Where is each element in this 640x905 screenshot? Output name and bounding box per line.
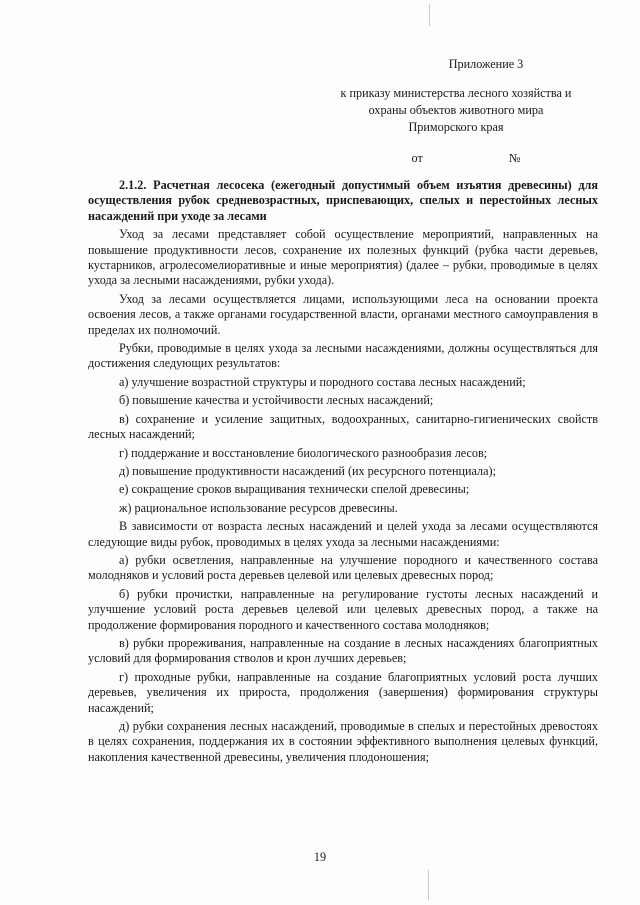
list-item: ж) рациональное использование ресурсов древесины. bbox=[119, 500, 398, 515]
order-line-1: к приказу министерства лесного хозяйства и bbox=[340, 86, 572, 100]
list-item: д) рубки сохранения лесных насаждений, проводимые в спелых и перестойных древостоях в целях сохранения, поддержания их в состоянии эффективного выполнения целевых функций, накопления качественной древесины, увеличения плодоношения; bbox=[88, 719, 598, 764]
list-item: в) рубки прореживания, направленные на создание в лесных насаждениях благоприятных условий для формирования стволов и крон лучших деревьев; bbox=[88, 635, 598, 666]
list-item: а) улучшение возрастной структуры и породного состава лесных насаждений; bbox=[119, 374, 526, 389]
list-item: д) повышение продуктивности насаждений (их ресурсного потенциала); bbox=[119, 463, 496, 478]
paragraph: Уход за лесами осуществляется лицами, использующими леса на основании проекта освоения лесов, а также органами государственной власти, органами местного самоуправления в пределах их полномочий. bbox=[88, 291, 598, 337]
list-item: а) рубки осветления, направленные на улучшение породного и качественного состава молодняков и условий роста деревьев целевой или целевых древесных пород; bbox=[88, 552, 598, 583]
section-title: 2.1.2. Расчетная лесосека (ежегодный допустимый объем изъятия древесины) для осуществления рубок средневозрастных, приспевающих, спелых и перестойных лесных насаждений при уходе за лесами bbox=[88, 178, 598, 223]
list-item: в) сохранение и усиление защитных, водоохранных, санитарно-гигиенических свойств лесных насаждений; bbox=[88, 411, 598, 442]
appendix-header bbox=[316, 56, 596, 167]
appendix-label: Приложение 3 bbox=[448, 57, 524, 71]
list-item: г) поддержание и восстановление биологического разнообразия лесов; bbox=[119, 445, 488, 460]
date-number-line bbox=[316, 150, 596, 167]
number-label: № bbox=[508, 151, 521, 165]
page-number: 19 bbox=[313, 850, 327, 864]
list-item: б) повышение качества и устойчивости лесных насаждений; bbox=[119, 393, 434, 408]
scan-artifact-bottom bbox=[428, 870, 429, 900]
order-line-2: охраны объектов животного мира bbox=[368, 103, 544, 117]
document-body bbox=[88, 178, 598, 768]
scan-artifact-top bbox=[429, 4, 430, 26]
list-item: е) сокращение сроков выращивания технически спелой древесины; bbox=[119, 482, 470, 497]
list-item: б) рубки прочистки, направленные на регулирование густоты лесных насаждений и улучшение условий роста деревьев целевой или целевых древесных пород, а также на продолжение формирования породного и качественного состава молодняков; bbox=[88, 586, 598, 632]
date-label: от bbox=[411, 151, 423, 165]
paragraph: Уход за лесами представляет собой осуществление мероприятий, направленных на повышение продуктивности лесов, сохранение их полезных функций (рубка части деревьев, кустарников, агролесомелиоративные и иные мероприятия) (далее – рубки, проводимые в целях ухода за лесными насаждениями, рубки ухода). bbox=[88, 227, 598, 288]
paragraph: В зависимости от возраста лесных насаждений и целей ухода за лесами осуществляются следующие виды рубок, проводимых в целях ухода за лесными насаждениями: bbox=[88, 519, 598, 549]
order-line-3: Приморского края bbox=[408, 120, 504, 134]
list-item: г) проходные рубки, направленные на создание благоприятных условий роста лучших деревьев, увеличения их прироста, продолжения (завершения) формирования структуры насаждений; bbox=[88, 669, 598, 715]
paragraph: Рубки, проводимые в целях ухода за лесными насаждениями, должны осуществляться для достижения следующих результатов: bbox=[88, 341, 598, 371]
